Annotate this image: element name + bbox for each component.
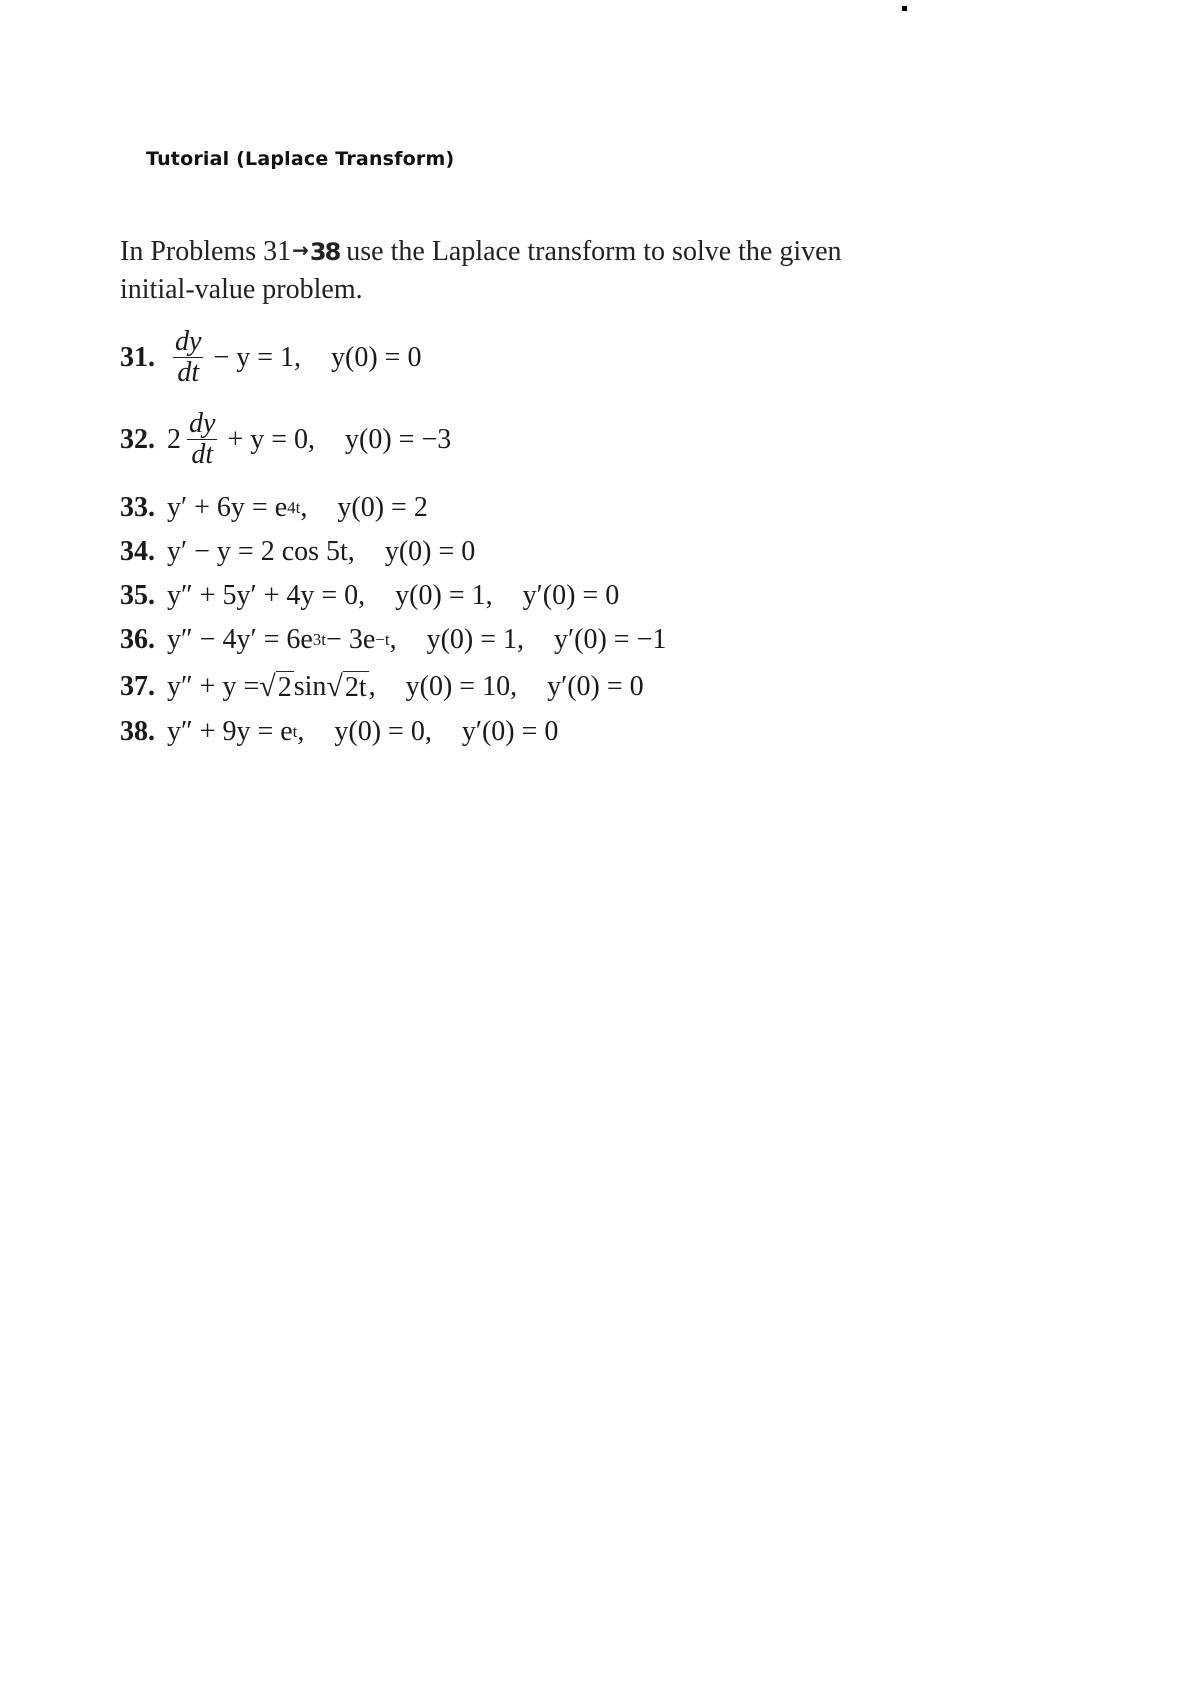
- problem-number: 38.: [120, 716, 155, 747]
- derivative-fraction: [187, 410, 217, 470]
- equation-rest: + y = 0,: [227, 424, 316, 455]
- problem-number: 37.: [120, 671, 155, 702]
- problem-number: 32.: [120, 424, 155, 455]
- initial-condition: y(0) = 0: [331, 342, 422, 373]
- initial-condition: y(0) = 2: [337, 492, 428, 523]
- frac-denominator: dt: [177, 357, 200, 388]
- problem-number: 35.: [120, 580, 155, 611]
- problem-number: 31.: [120, 342, 155, 373]
- sqrt-symbol: √: [259, 670, 276, 703]
- corner-dot: [902, 6, 907, 11]
- initial-condition: y(0) = 0: [384, 536, 476, 567]
- initial-condition: y(0) = 1,: [395, 580, 493, 611]
- problem-34: [120, 536, 475, 568]
- exponent: 4t: [287, 498, 301, 517]
- equation: y′ + 6y = e: [167, 492, 288, 523]
- problem-31: [120, 328, 421, 388]
- problem-37: [120, 670, 644, 704]
- range-arrow: →: [292, 238, 309, 262]
- problem-number: 34.: [120, 536, 155, 567]
- equation: y′ − y = 2 cos 5t,: [167, 536, 355, 567]
- intro-start: In Problems 31: [120, 236, 292, 267]
- initial-condition: y(0) = 1,: [426, 624, 525, 655]
- frac-denominator: dt: [191, 439, 214, 470]
- sqrt-symbol: √: [326, 670, 343, 703]
- equation: y″ − 4y′ = 6e: [167, 624, 313, 655]
- problem-number: 33.: [120, 492, 155, 523]
- initial-condition-derivative: y′(0) = 0: [522, 580, 620, 611]
- initial-condition-derivative: y′(0) = −1: [554, 624, 667, 655]
- equation: y″ + 5y′ + 4y = 0,: [167, 580, 366, 611]
- problem-number: 36.: [120, 624, 155, 655]
- intro-rest: use the Laplace transform to solve the given initial-value problem.: [120, 236, 842, 305]
- coefficient: 2: [167, 424, 181, 455]
- derivative-fraction: [173, 328, 203, 388]
- comma: ,: [300, 492, 308, 523]
- initial-condition: y(0) = 10,: [405, 671, 518, 702]
- page-title: Tutorial (Laplace Transform): [146, 148, 455, 170]
- equation: y″ + y =: [167, 671, 260, 702]
- instructions: [120, 232, 880, 308]
- problem-32: [120, 410, 451, 470]
- frac-numerator: dy: [175, 326, 202, 357]
- range-end: 38: [309, 238, 340, 266]
- sin-label: sin: [293, 671, 327, 702]
- problem-33: [120, 492, 428, 524]
- equation: y″ + 9y = e: [167, 716, 293, 747]
- initial-condition: y(0) = −3: [345, 424, 452, 455]
- problem-38: [120, 716, 558, 748]
- problem-35: [120, 580, 619, 612]
- frac-numerator: dy: [189, 408, 216, 439]
- equation-mid: − 3e: [326, 624, 376, 655]
- problem-36: [120, 624, 666, 656]
- initial-condition: y(0) = 0,: [334, 716, 432, 747]
- exponent-2: −t: [375, 630, 390, 649]
- radicand: 2t: [344, 671, 367, 703]
- exponent: 3t: [312, 630, 327, 649]
- comma: ,: [297, 716, 305, 747]
- initial-condition-derivative: y′(0) = 0: [547, 671, 644, 702]
- comma: ,: [389, 624, 397, 655]
- comma: ,: [368, 671, 376, 702]
- initial-condition-derivative: y′(0) = 0: [461, 716, 559, 747]
- radicand: 2: [277, 671, 292, 703]
- exponent: t: [292, 722, 298, 741]
- equation-rest: − y = 1,: [213, 342, 302, 373]
